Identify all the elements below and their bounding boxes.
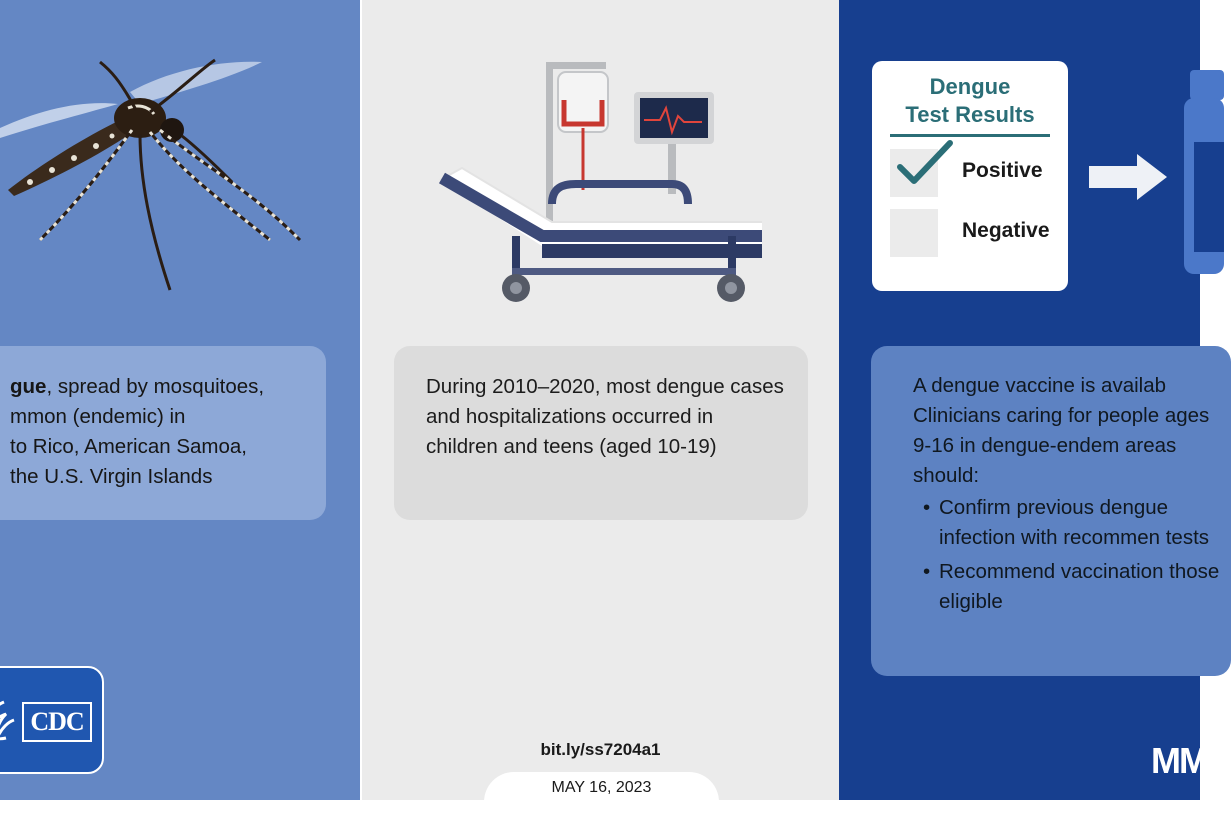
card-text: During 2010–2020, most dengue cases and hospitalizations occurred in children and teens (aged 10-19): [426, 375, 784, 458]
info-card-vaccine: [871, 346, 1231, 676]
recommendation-list: [913, 493, 1231, 617]
checkbox-negative: [890, 209, 938, 257]
recommendation-item: • Recommend vaccination those eligible: [939, 557, 1231, 617]
card-text-line3: to Rico, American Samoa,: [10, 435, 247, 458]
left-panel: [0, 0, 360, 800]
checkmark-icon: [894, 139, 958, 187]
results-title-line1: Dengue: [929, 74, 1011, 99]
recommendation-item: • Confirm previous dengue infection with recommen tests: [939, 493, 1231, 553]
results-title-line2: Test Results: [905, 102, 1035, 127]
cdc-logo: [0, 666, 104, 774]
mosquito-illustration: [0, 0, 360, 320]
info-card-age: [394, 346, 808, 520]
card-intro-text: A dengue vaccine is availab Clinicians caring for people ages 9-16 in dengue-endem areas should:: [913, 374, 1210, 487]
result-row-negative: [890, 209, 1060, 257]
card-bold-text: gue: [10, 375, 47, 398]
publication-date: MAY 16, 2023: [484, 772, 719, 832]
hhs-eagle-icon: [0, 692, 16, 752]
middle-panel: [362, 0, 839, 800]
divider: [890, 134, 1050, 137]
arrow-right-icon: [1089, 152, 1169, 202]
negative-label: Negative: [962, 219, 1050, 242]
mmwr-logo: MM: [1151, 740, 1207, 781]
right-panel: [839, 0, 1220, 800]
info-card-endemic: [0, 346, 326, 520]
test-results-card: [872, 61, 1068, 291]
vaccine-vial-icon: [1184, 70, 1224, 280]
short-link[interactable]: bit.ly/ss7204a1: [540, 740, 661, 759]
result-row-positive: [890, 149, 1060, 197]
checkbox-positive: [890, 149, 938, 197]
cdc-wordmark: CDC: [22, 702, 92, 742]
card-text-line1: , spread by mosquitoes,: [46, 375, 265, 398]
hospital-bed-illustration: [362, 0, 839, 320]
results-title: [872, 73, 1068, 129]
positive-label: Positive: [962, 159, 1043, 182]
card-text-line2: mmon (endemic) in: [10, 405, 186, 428]
card-text-line4: the U.S. Virgin Islands: [10, 465, 213, 488]
